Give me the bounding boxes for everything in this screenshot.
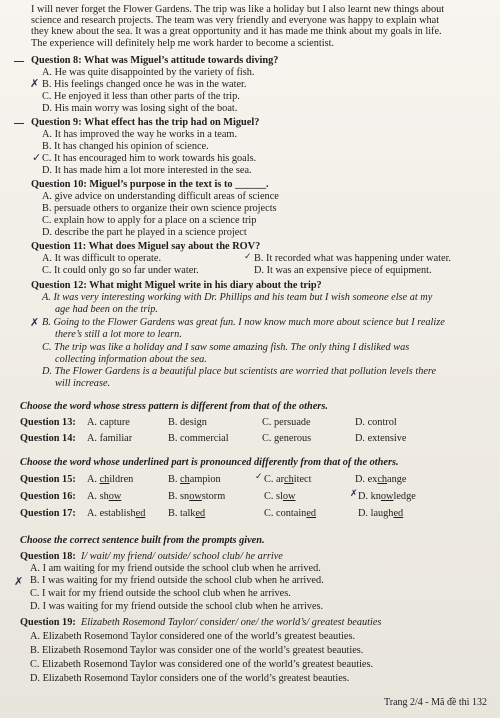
stress-instruction: Choose the word whose stress pattern is different from that of the others. — [20, 401, 328, 412]
q12-option-c-line2: collecting information about the sea. — [55, 354, 207, 365]
q12-option-d-line2: will increase. — [55, 378, 111, 389]
passage-line-4: The experience will definitely help me work harder to become a scientist. — [31, 38, 335, 49]
x-mark-icon: ✗ — [14, 575, 24, 588]
q17-option-b: B. talked — [168, 508, 206, 519]
check-mark-icon: ✓ — [244, 252, 252, 262]
q10-option-b: B. persuade others to organize their own science projects — [42, 203, 277, 214]
q13-option-b: B. design — [168, 417, 207, 428]
q14-option-b: B. commercial — [168, 433, 229, 444]
answer-dash — [14, 61, 24, 62]
q11-option-a: A. It was difficult to operate. — [42, 253, 162, 264]
q18-option-c: C. I wait for my friend outside the school club when he arrives. — [30, 588, 291, 599]
q12-option-c-line1: C. The trip was like a holiday and I saw some amazing fish. The only thing I disliked was — [42, 342, 410, 353]
q10-option-c: C. explain how to apply for a place on a science trip — [42, 215, 257, 226]
q16-option-c: C. slow — [264, 491, 296, 502]
q8-option-c: C. He enjoyed it less than other parts of the trip. — [42, 91, 240, 102]
question-8-title: Question 8: What was Miguel’s attitude towards diving? — [31, 55, 279, 66]
q9-option-d: D. It has made him a lot more interested in the sea. — [42, 165, 252, 176]
q19-option-b: B. Elizabeth Rosemond Taylor was consider one of the world’s greatest beauties. — [30, 645, 364, 656]
q17-option-a: A. established — [87, 508, 146, 519]
q8-option-b: B. His feelings changed once he was in the water. — [42, 79, 247, 90]
q12-option-d-line1: D. The Flower Gardens is a beautiful place but scientists are worried that pollution levels there — [42, 366, 437, 377]
q18-option-d: D. I was waiting for my friend outside the school club when he arrives. — [30, 601, 324, 612]
q17-label: Question 17: — [20, 508, 76, 519]
question-12-title: Question 12: What might Miguel write in his diary about the trip? — [31, 280, 322, 291]
q11-option-d: D. It was an expensive piece of equipment. — [254, 265, 432, 276]
x-mark-icon: ✗ — [350, 489, 358, 499]
q17-option-d: D. laughed — [358, 508, 404, 519]
q19-option-c: C. Elizabeth Rosemond Taylor was considered one of the world’s greatest beauties. — [30, 659, 374, 670]
question-11-title: Question 11: What does Miguel say about the ROV? — [31, 241, 261, 252]
pronunciation-instruction: Choose the word whose underlined part is pronounced differently from that of the others. — [20, 457, 399, 468]
passage-line-3: they knew about the sea. It was a great opportunity and it has made me think about my goals in life. — [31, 26, 442, 37]
passage-line-1: I will never forget the Flower Gardens. The trip was like a holiday but I also learnt new things about — [31, 4, 445, 15]
q8-option-a: A. He was quite disappointed by the variety of fish. — [42, 67, 255, 78]
q15-option-c: C. architect — [264, 474, 312, 485]
q11-option-c: C. It could only go so far under water. — [42, 265, 199, 276]
q10-option-a: A. give advice on understanding difficult areas of science — [42, 191, 279, 202]
q15-option-b: B. champion — [168, 474, 221, 485]
question-10-title: Question 10: Miguel’s purpose in the text is to ______. — [31, 179, 269, 190]
page-footer: Trang 2/4 - Mã đề thi 132 — [384, 697, 487, 708]
q9-option-b: B. It has changed his opinion of science. — [42, 141, 209, 152]
passage-line-2: science and research projects. The team was very friendly and everyone was happy to explain what — [31, 15, 440, 26]
q14-option-d: D. extensive — [355, 433, 407, 444]
q16-option-a: A. show — [87, 491, 122, 502]
q12-option-a-line1: A. It was very interesting working with Dr. Phillips and his team but I wish someone else at my — [42, 292, 433, 303]
q8-option-d: D. His main worry was losing sight of the boat. — [42, 103, 238, 114]
question-18-title: Question 18: I/ wait/ my friend/ outside/ school club/ he arrive — [20, 551, 283, 562]
x-mark-icon: ✗ — [30, 77, 40, 90]
q14-label: Question 14: — [20, 433, 76, 444]
q9-option-a: A. It has improved the way he works in a team. — [42, 129, 238, 140]
x-mark-icon: ✗ — [30, 316, 40, 329]
q13-option-a: A. capture — [87, 417, 130, 428]
q10-option-d: D. describe the part he played in a science project — [42, 227, 247, 238]
answer-dash — [14, 123, 24, 124]
q11-option-b: B. It recorded what was happening under water. — [254, 253, 452, 264]
q18-option-a: A. I am waiting for my friend outside the school club when he arrived. — [30, 563, 321, 574]
question-9-title: Question 9: What effect has the trip had on Miguel? — [31, 117, 260, 128]
q16-option-b: B. snowstorm — [168, 491, 226, 502]
check-mark-icon: ✓ — [255, 472, 263, 482]
q14-option-a: A. familiar — [87, 433, 133, 444]
q16-label: Question 16: — [20, 491, 76, 502]
q15-option-d: D. exchange — [355, 474, 407, 485]
q14-option-c: C. generous — [262, 433, 312, 444]
q12-option-b-line2: there’s still a lot more to learn. — [55, 329, 182, 340]
q13-option-d: D. control — [355, 417, 397, 428]
q19-option-d: D. Elizabeth Rosemond Taylor considers one of the world’s greatest beauties. — [30, 673, 350, 684]
q12-option-a-line2: age had been on the trip. — [55, 304, 158, 315]
q13-option-c: C. persuade — [262, 417, 311, 428]
q12-option-b-line1: B. Going to the Flower Gardens was great fun. I now know much more about science but I realize — [42, 317, 445, 328]
q19-option-a: A. Elizabeth Rosemond Taylor considered one of the world’s greatest beauties. — [30, 631, 356, 642]
q18-option-b: B. I was waiting for my friend outside the school club when he arrived. — [30, 575, 324, 586]
q16-option-d: D. knowledge — [358, 491, 416, 502]
q15-option-a: A. children — [87, 474, 134, 485]
q17-option-c: C. contained — [264, 508, 317, 519]
sentence-instruction: Choose the correct sentence built from the prompts given. — [20, 535, 265, 546]
q15-label: Question 15: — [20, 474, 76, 485]
q9-option-c: C. It has encouraged him to work towards his goals. — [42, 153, 257, 164]
question-19-title: Question 19: Elizabeth Rosemond Taylor/ consider/ one/ the world’s/ greatest beauties — [20, 617, 382, 628]
check-mark-icon: ✓ — [32, 151, 42, 164]
q13-label: Question 13: — [20, 417, 76, 428]
